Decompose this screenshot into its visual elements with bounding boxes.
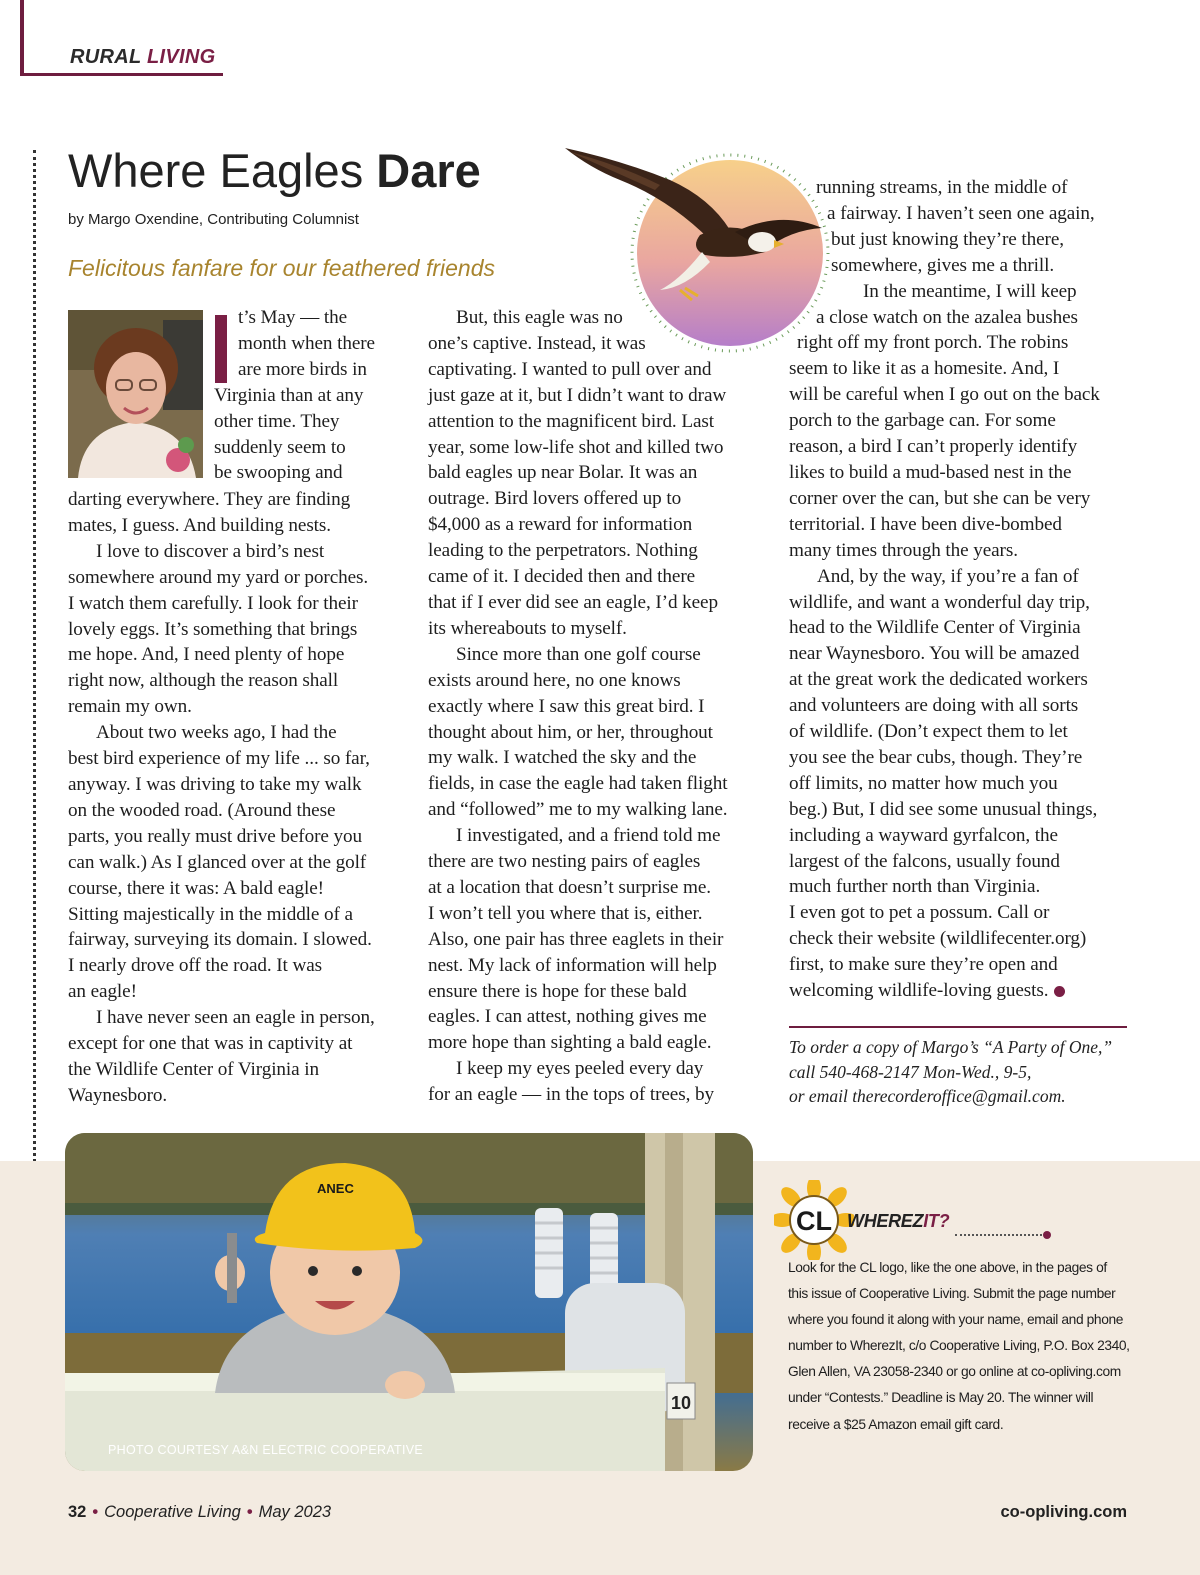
end-bullet-icon [1054, 986, 1065, 997]
body-line: leading to the perpetrators. Nothing [428, 540, 698, 562]
body-line: Also, one pair has three eaglets in their [428, 928, 724, 950]
column-2 [428, 305, 763, 1108]
deck: Felicitous fanfare for our feathered friends [68, 255, 496, 281]
body-line: I nearly drove off the road. It was [68, 955, 323, 977]
body-line: running streams, in the middle of [816, 177, 1068, 198]
body-line-last [789, 978, 1129, 1004]
body-line: I won’t tell you where that is, either. [428, 902, 703, 924]
title-regular: Where Eagles [68, 144, 364, 197]
byline: by Margo Oxendine, Contributing Columnist [68, 211, 359, 228]
wherez-dotted-rule [955, 1234, 1042, 1236]
body-line: on the wooded road. (Around these [68, 799, 336, 821]
body-line: other time. They [214, 410, 340, 432]
order-note-rule [789, 1026, 1127, 1028]
footer-left [68, 1503, 331, 1522]
issue-date: May 2023 [258, 1503, 332, 1521]
body-line: mates, I guess. And building nests. [68, 514, 331, 536]
body-line: my walk. I watched the sky and the [428, 747, 697, 769]
body-line: anyway. I was driving to take my walk [68, 773, 362, 795]
cl-logo-text: CL [796, 1206, 832, 1236]
body-line: I keep my eyes peeled every day [456, 1058, 704, 1080]
body-line: off limits, no matter how much you [789, 772, 1058, 794]
section-word-living: LIVING [147, 46, 216, 68]
body-line: I investigated, and a friend told me [456, 825, 721, 847]
wherez-line: Look for the CL logo, like the one above, in the pages of [788, 1260, 1107, 1275]
order-note [789, 1035, 1129, 1109]
body-line: much further north than Virginia. [789, 876, 1041, 898]
body-line: for an eagle — in the tops of trees, by [428, 1084, 714, 1106]
body-line: porch to the garbage can. For some [789, 410, 1056, 432]
body-line: In the meantime, I will keep [863, 280, 1077, 302]
body-line: Waynesboro. [68, 1084, 168, 1106]
body-line: month when there [238, 332, 375, 354]
body-line: at the great work the dedicated workers [789, 669, 1088, 691]
wherez-line: where you found it along with your name, email and phone [788, 1312, 1124, 1328]
wherez-header [774, 1180, 1134, 1260]
body-line: of wildlife. (Don’t expect them to let [789, 721, 1068, 743]
body-line: Virginia than at any [214, 384, 364, 406]
body-line: somewhere around my yard or porches. [68, 566, 369, 588]
body-line: reason, a bird I can’t properly identify [789, 436, 1078, 458]
wherez-title-word2: IT? [923, 1211, 950, 1231]
body-line: bald eagles up near Bolar. It was an [428, 462, 698, 484]
body-line: territorial. I have been dive-bombed [789, 513, 1062, 535]
body-line: check their website (wildlifecenter.org) [789, 928, 1087, 950]
body-line: will be careful when I go out on the back [789, 384, 1100, 406]
body-line: at a location that doesn’t surprise me. [428, 876, 711, 898]
wherez-title [847, 1211, 949, 1232]
author-headshot [68, 310, 203, 478]
sunflower-cl-logo-icon [774, 1180, 854, 1260]
article-title [68, 143, 481, 198]
hat-logo: ANEC [317, 1181, 354, 1196]
body-line: and “followed” me to my walking lane. [428, 799, 728, 821]
author-headshot-illustration [68, 310, 203, 478]
wherez-line: number to WherezIt, c/o Cooperative Living, P.O. Box 2340, [788, 1338, 1130, 1354]
body-line: remain my own. [68, 696, 192, 718]
order-note-line: To order a copy of Margo’s “A Party of One,” [789, 1037, 1113, 1057]
body-line: more hope than sighting a bald eagle. [428, 1032, 712, 1054]
baby-photo-illustration [65, 1133, 753, 1471]
wherez-rule-end-dot [1043, 1231, 1051, 1239]
body-line: you see the bear cubs, though. They’re [789, 746, 1083, 768]
body-line: and volunteers are doing with all sorts [789, 695, 1079, 717]
section-label [70, 46, 215, 69]
body-line: a close watch on the azalea bushes [816, 306, 1078, 328]
body-line: can walk.) As I glanced over at the golf [68, 851, 367, 873]
body-line: many times through the years. [789, 539, 1018, 561]
body-line: Since more than one golf course [456, 643, 701, 665]
wherez-line: this issue of Cooperative Living. Submit the page number [788, 1286, 1116, 1302]
body-line: But, this eagle was no [456, 307, 623, 328]
body-line: outrage. Bird lovers offered up to [428, 488, 682, 510]
body-line: And, by the way, if you’re a fan of [817, 565, 1079, 587]
body-line: I even got to pet a possum. Call or [789, 902, 1050, 924]
body-line: near Waynesboro. You will be amazed [789, 643, 1080, 665]
footer-separator: • [246, 1503, 253, 1521]
body-line: eagles. I can attest, nothing gives me [428, 1006, 707, 1028]
body-line: thought about him, or her, throughout [428, 721, 713, 743]
footer-separator: • [92, 1503, 99, 1521]
body-line: an eagle! [68, 981, 137, 1003]
body-line: best bird experience of my life ... so far, [68, 748, 370, 770]
body-line: are more birds in [238, 358, 367, 380]
body-line: be swooping and [214, 462, 343, 484]
body-line: I watch them carefully. I look for their [68, 592, 358, 614]
body-line: that if I ever did see an eagle, I’d keep [428, 591, 718, 613]
body-line: just gaze at it, but I didn’t want to draw [428, 384, 727, 406]
order-note-line: or email therecorderoffice@gmail.com. [789, 1086, 1066, 1106]
body-line: including a wayward gyrfalcon, the [789, 824, 1058, 846]
body-line: exists around here, no one knows [428, 669, 681, 691]
body-line: darting everywhere. They are finding [68, 489, 351, 510]
body-line: corner over the can, but she can be very [789, 487, 1091, 509]
body-line: t’s May — the [238, 307, 348, 328]
body-line: right now, although the reason shall [68, 670, 339, 692]
wherez-line: Glen Allen, VA 23058-2340 or go online at co-opliving.com [788, 1364, 1121, 1380]
body-line: exactly where I saw this great bird. I [428, 695, 705, 717]
wherez-line: receive a $25 Amazon email gift card. [788, 1416, 1004, 1432]
body-line: About two weeks ago, I had the [96, 722, 337, 744]
body-line: right off my front porch. The robins [797, 332, 1069, 354]
body-line-text: welcoming wildlife-loving guests. [789, 980, 1049, 1002]
body-line: there are two nesting pairs of eagles [428, 851, 701, 873]
body-line: Sitting majestically in the middle of a [68, 903, 353, 925]
body-line: seem to like it as a homesite. And, I [789, 358, 1060, 380]
body-line: came of it. I decided then and there [428, 566, 696, 588]
page-number: 32 [68, 1503, 87, 1521]
body-line: suddenly seem to [214, 436, 346, 458]
body-line: the Wildlife Center of Virginia in [68, 1058, 319, 1080]
body-line: likes to build a mud-based nest in the [789, 461, 1072, 483]
column-3 [789, 175, 1129, 1004]
body-line: $4,000 as a reward for information [428, 514, 693, 536]
body-line: I love to discover a bird’s nest [96, 540, 325, 562]
body-line: first, to make sure they’re open and [789, 954, 1058, 976]
body-line: course, there it was: A bald eagle! [68, 877, 324, 899]
body-line: I have never seen an eagle in person, [96, 1007, 375, 1029]
body-line: wildlife, and want a wonderful day trip, [789, 591, 1090, 613]
photo-credit: PHOTO COURTESY A&N ELECTRIC COOPERATIVE [108, 1443, 424, 1457]
pole-number: 10 [671, 1393, 692, 1413]
section-tag [20, 0, 223, 76]
body-line: fields, in case the eagle had taken flight [428, 773, 728, 795]
magazine-name: Cooperative Living [104, 1503, 241, 1521]
body-line: beg.) But, I did see some unusual things, [789, 798, 1098, 820]
body-line: ensure there is hope for these bald [428, 980, 687, 1002]
footer-website[interactable]: co-opliving.com [1000, 1503, 1127, 1521]
body-line: me hope. And, I need plenty of hope [68, 644, 345, 666]
baby-photo [65, 1133, 753, 1471]
body-line: parts, you really must drive before you [68, 825, 362, 847]
column-1 [68, 487, 408, 1109]
body-line: somewhere, gives me a thrill. [831, 254, 1055, 276]
body-line: largest of the falcons, usually found [789, 850, 1060, 872]
body-line: head to the Wildlife Center of Virginia [789, 617, 1081, 639]
body-line: nest. My lack of information will help [428, 954, 717, 976]
wherez-line: under “Contests.” Deadline is May 20. The winner will [788, 1390, 1094, 1406]
wherez-body [788, 1255, 1133, 1438]
body-line: a fairway. I haven’t seen one again, [827, 202, 1095, 224]
body-line: year, some low-life shot and killed two [428, 436, 724, 458]
body-line: fairway, surveying its domain. I slowed. [68, 929, 372, 951]
body-line: its whereabouts to myself. [428, 617, 627, 639]
column-1-wrap [214, 305, 404, 486]
title-bold: Dare [376, 144, 481, 197]
body-line: except for one that was in captivity at [68, 1033, 353, 1055]
wherez-title-word1: WHEREZ [847, 1211, 924, 1231]
order-note-line: call 540-468-2147 Mon-Wed., 9-5, [789, 1061, 1032, 1082]
body-line: attention to the magnificent bird. Last [428, 410, 714, 432]
section-word-rural: RURAL [70, 46, 142, 68]
body-line: captivating. I wanted to pull over and [428, 358, 712, 380]
body-line: one’s captive. Instead, it was [428, 332, 646, 354]
body-line: but just knowing they’re there, [831, 228, 1064, 250]
body-line: lovely eggs. It’s something that brings [68, 618, 358, 640]
